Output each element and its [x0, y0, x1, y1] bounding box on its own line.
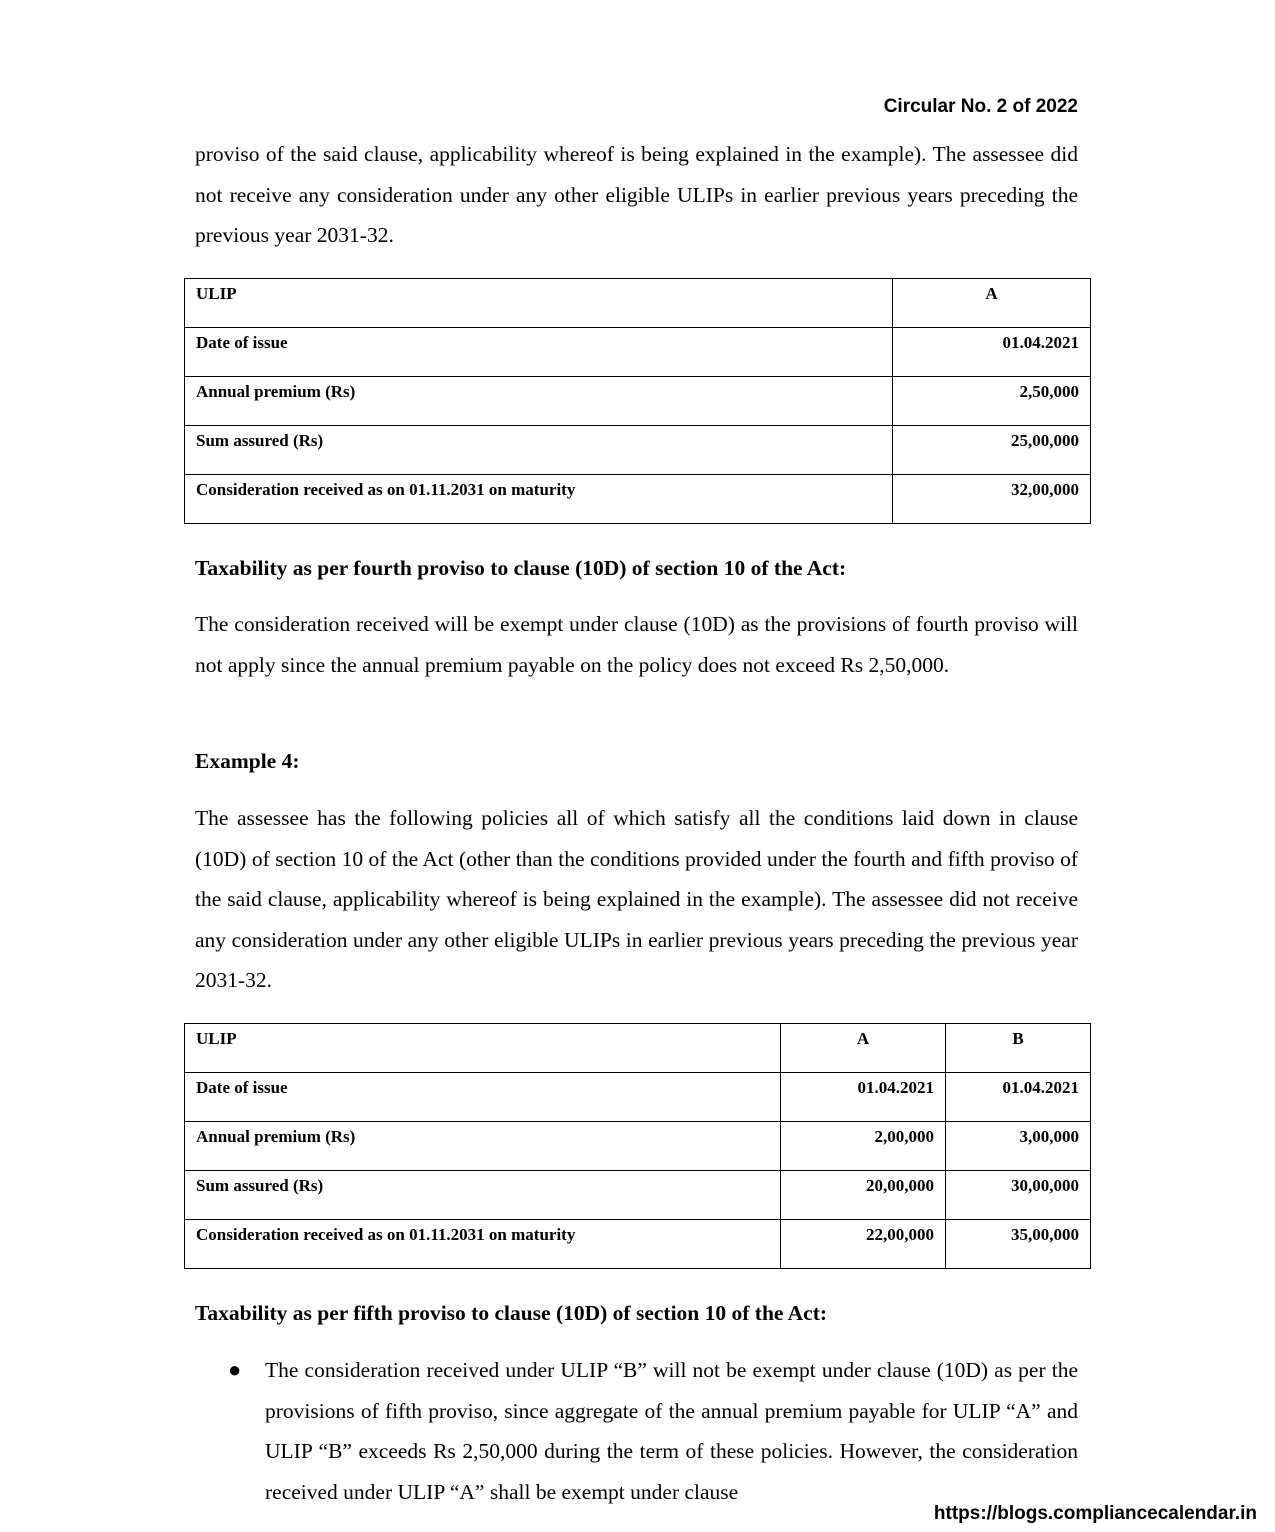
table-row: [185, 1073, 1091, 1122]
table-header-cell: ULIP: [185, 279, 893, 328]
bullet-item-text: The consideration received under ULIP “B” will not be exempt under clause (10D) as per the provisions of fifth proviso, since aggregate of the annual premium payable for ULIP “A” and ULIP “B” exceeds Rs 2,50,000 during the term of these policies. However, the consideration received under ULIP “A” shall be exempt under clause: [265, 1358, 1078, 1504]
table-row: [185, 279, 1091, 328]
taxability-fifth-proviso-heading: Taxability as per fifth proviso to clause (10D) of section 10 of the Act:: [195, 1301, 828, 1325]
table-row: [185, 1171, 1091, 1220]
table-cell: Consideration received as on 01.11.2031 on maturity: [185, 1220, 781, 1269]
table-cell: 30,00,000: [946, 1171, 1091, 1220]
table-cell: 25,00,000: [893, 426, 1091, 475]
table-cell: Annual premium (Rs): [185, 377, 893, 426]
table-cell: 32,00,000: [893, 475, 1091, 524]
table-cell: Annual premium (Rs): [185, 1122, 781, 1171]
table-cell: 01.04.2021: [893, 328, 1091, 377]
table-row: [185, 377, 1091, 426]
example-4-heading: Example 4:: [195, 749, 300, 773]
taxability-fourth-proviso-heading: Taxability as per fourth proviso to clause (10D) of section 10 of the Act:: [195, 556, 847, 580]
table-row: [185, 1024, 1091, 1073]
example-4-paragraph: The assessee has the following policies all of which satisfy all the conditions laid down in clause (10D) of section 10 of the Act (other than the conditions provided under the fourth and fifth proviso of the said clause, applicability whereof is being explained in the example). The assessee did not receive any consideration under any other eligible ULIPs in earlier previous years preceding the previous year 2031-32.: [195, 806, 1078, 992]
table-header-cell: A: [893, 279, 1091, 328]
footer-url-link[interactable]: https://blogs.compliancecalendar.in: [933, 1503, 1257, 1524]
table-row: [185, 1122, 1091, 1171]
table-row: [185, 426, 1091, 475]
table-cell: Date of issue: [185, 1073, 781, 1122]
taxability-fourth-proviso-text: The consideration received will be exempt under clause (10D) as the provisions of fourth proviso will not apply since the annual premium payable on the policy does not exceed Rs 2,50,000.: [195, 612, 1078, 677]
table-cell: 01.04.2021: [781, 1073, 946, 1122]
intro-paragraph: proviso of the said clause, applicability whereof is being explained in the example). The assessee did not receive any consideration under any other eligible ULIPs in earlier previous years preceding the previous year 2031-32.: [195, 142, 1078, 247]
table-cell: 35,00,000: [946, 1220, 1091, 1269]
table-cell: 22,00,000: [781, 1220, 946, 1269]
ulip-table-1: [184, 278, 1091, 524]
table-row: [185, 1220, 1091, 1269]
table-cell: Sum assured (Rs): [185, 1171, 781, 1220]
table-row: [185, 475, 1091, 524]
circular-number: Circular No. 2 of 2022: [883, 96, 1078, 117]
table-header-cell: B: [946, 1024, 1091, 1073]
table-cell: 2,50,000: [893, 377, 1091, 426]
ulip-table-2: [184, 1023, 1091, 1269]
table-cell: 3,00,000: [946, 1122, 1091, 1171]
table-cell: Consideration received as on 01.11.2031 on maturity: [185, 475, 893, 524]
table-header-cell: A: [781, 1024, 946, 1073]
table-cell: Sum assured (Rs): [185, 426, 893, 475]
table-header-cell: ULIP: [185, 1024, 781, 1073]
table-cell: Date of issue: [185, 328, 893, 377]
bullet-dot-icon: ●: [228, 1357, 242, 1382]
table-cell: 2,00,000: [781, 1122, 946, 1171]
table-cell: 20,00,000: [781, 1171, 946, 1220]
table-row: [185, 328, 1091, 377]
table-cell: 01.04.2021: [946, 1073, 1091, 1122]
